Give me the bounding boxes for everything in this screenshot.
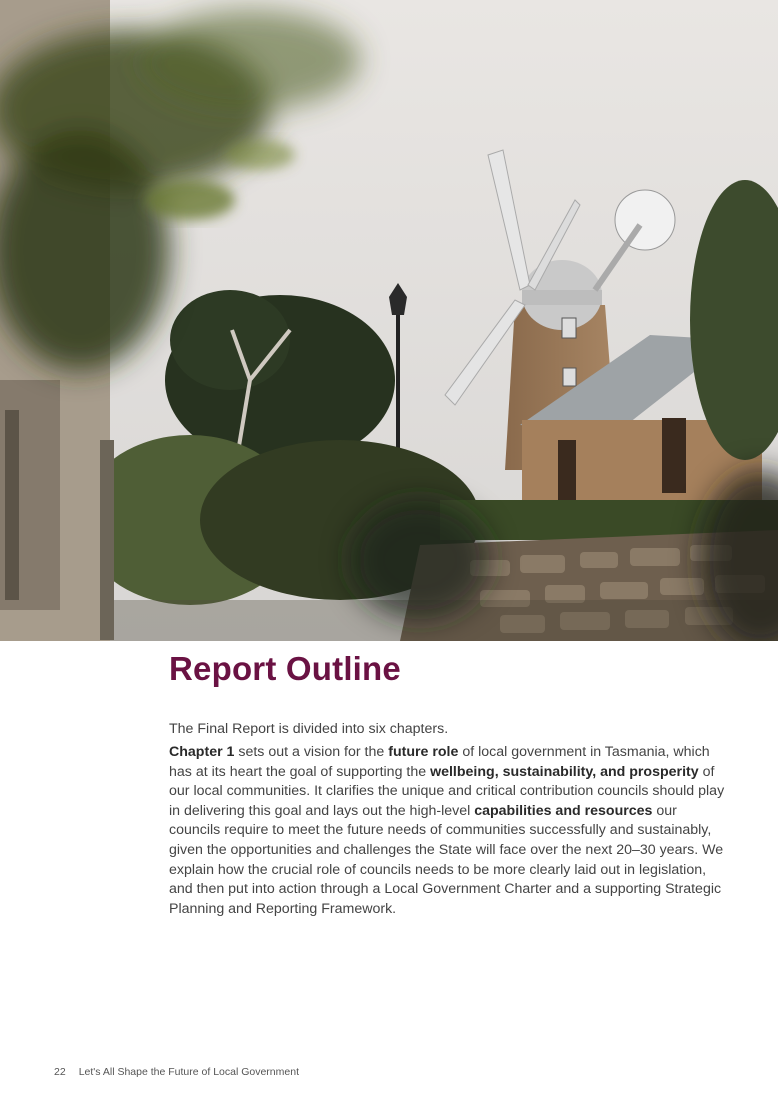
footer-title: Let's All Shape the Future of Local Government xyxy=(78,1066,299,1078)
body-text: sets out a vision for the xyxy=(234,744,389,760)
body-text: of our local communities. It clarifies the unique and critical contribution councils should play in delivering this goal and lays out the high-level xyxy=(169,763,725,819)
page-number: 22 xyxy=(54,1066,66,1078)
emphasis-text: future role xyxy=(388,744,459,760)
chapter-1-paragraph xyxy=(169,743,729,919)
emphasis-text: capabilities and resources xyxy=(474,802,653,819)
page-footer xyxy=(54,1066,299,1078)
emphasis-text: wellbeing, sustainability, and prosperity xyxy=(430,763,699,780)
page-title: Report Outline xyxy=(169,650,401,687)
body-text: of local government in Tasmania, which has at its heart the goal of supporting the xyxy=(169,744,710,780)
chapter-1-label: Chapter 1 xyxy=(169,744,235,760)
body-text: our councils require to meet the future needs of communities successfully and sustainably, given the opportunities and challenges the State will face over the next 20–30 years. We explain how the crucial role of councils needs to be more clearly laid out in legislation, and then put into action through a Local Government Charter and a supporting Strategic Planning and Reporting Framework. xyxy=(169,802,724,917)
intro-paragraph: The Final Report is divided into six chapters. xyxy=(169,721,449,737)
